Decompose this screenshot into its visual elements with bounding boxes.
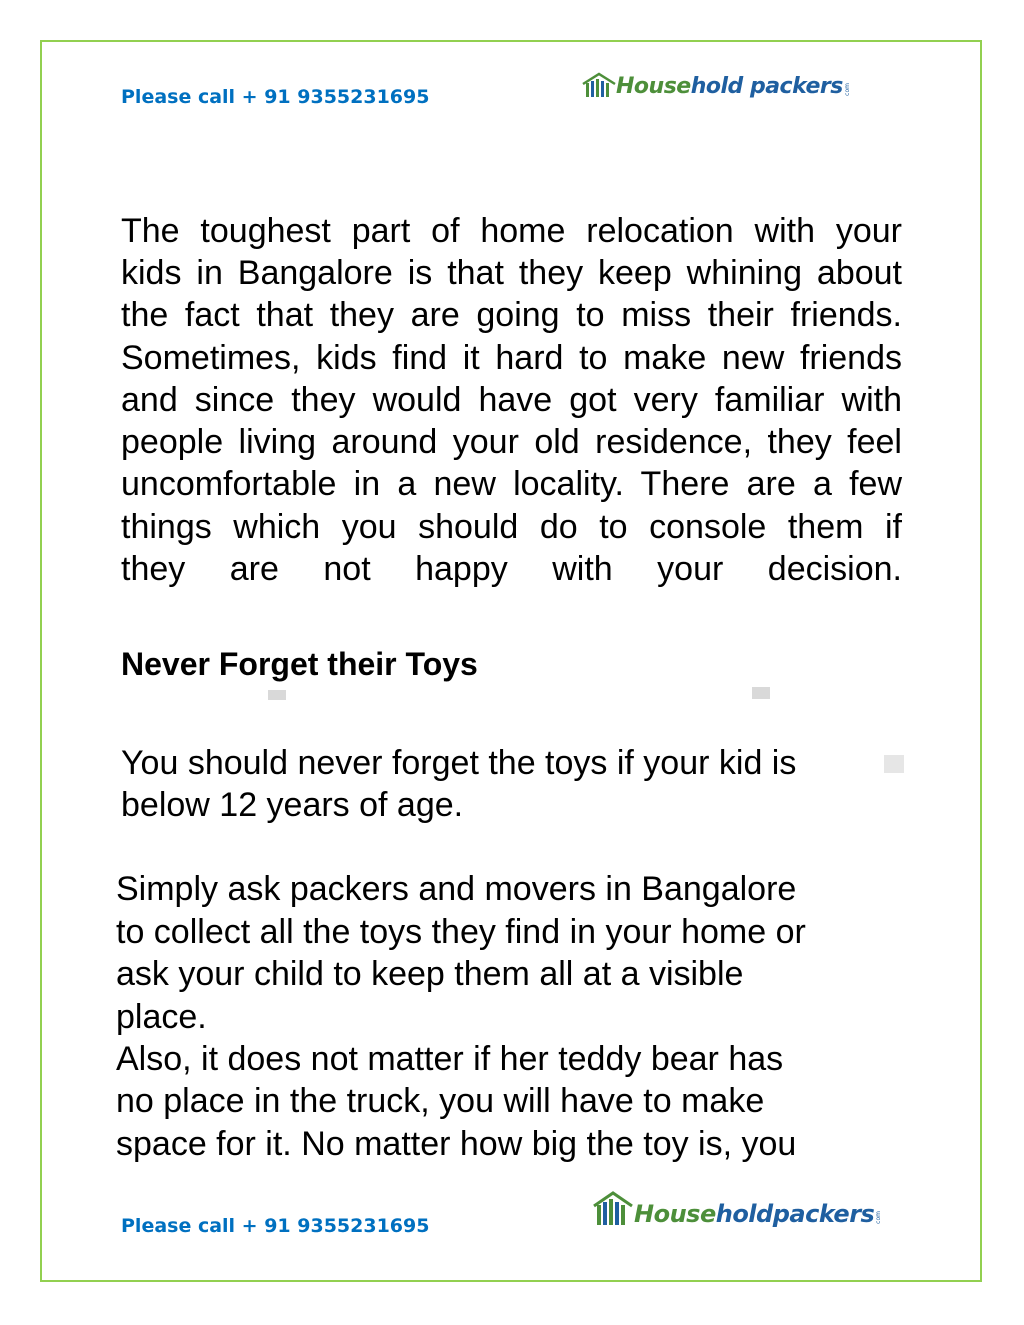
collect-line: space for it. No matter how big the toy is, you — [116, 1125, 797, 1163]
intro-line: uncomfortable in a new locality. There are a few — [121, 465, 902, 503]
section-heading: Never Forget their Toys — [121, 646, 478, 682]
logo-wordmark: Household packers — [616, 74, 843, 99]
collect-line: Simply ask packers and movers in Bangalore — [116, 870, 797, 908]
collect-line: ask your child to keep them all at a visible — [116, 955, 744, 993]
footer-call-text: Please call + 91 9355231695 — [121, 1215, 430, 1237]
background-artifact — [884, 755, 904, 773]
house-bars-icon — [582, 72, 616, 98]
background-artifact — [268, 690, 286, 700]
collect-line: no place in the truck, you will have to make — [116, 1082, 765, 1120]
toys-line: You should never forget the toys if your kid is — [121, 744, 797, 782]
house-bars-icon — [592, 1190, 634, 1226]
toys-line: below 12 years of age. — [121, 786, 464, 824]
intro-line: Sometimes, kids find it hard to make new friends — [121, 339, 902, 377]
header-call-text: Please call + 91 9355231695 — [121, 86, 430, 108]
logo-wordmark: Householdpackers — [634, 1200, 875, 1228]
intro-line: they are not happy with your decision. — [121, 550, 902, 588]
intro-line: The toughest part of home relocation with your — [121, 212, 902, 250]
intro-line: and since they would have got very familiar with — [121, 381, 902, 419]
collect-line: to collect all the toys they find in your home or — [116, 913, 806, 951]
intro-line: the fact that they are going to miss their friends. — [121, 296, 902, 334]
intro-line: kids in Bangalore is that they keep whining about — [121, 254, 902, 292]
logo-suffix: com — [875, 1211, 883, 1224]
background-artifact — [752, 687, 770, 699]
footer-logo[interactable] — [592, 1190, 882, 1226]
collect-line: Also, it does not matter if her teddy bear has — [116, 1040, 784, 1078]
intro-line: people living around your old residence, they feel — [121, 423, 902, 461]
header-logo[interactable] — [582, 72, 851, 98]
logo-suffix: com — [843, 83, 851, 96]
collect-line: place. — [116, 998, 207, 1036]
intro-line: things which you should do to console them if — [121, 508, 902, 546]
